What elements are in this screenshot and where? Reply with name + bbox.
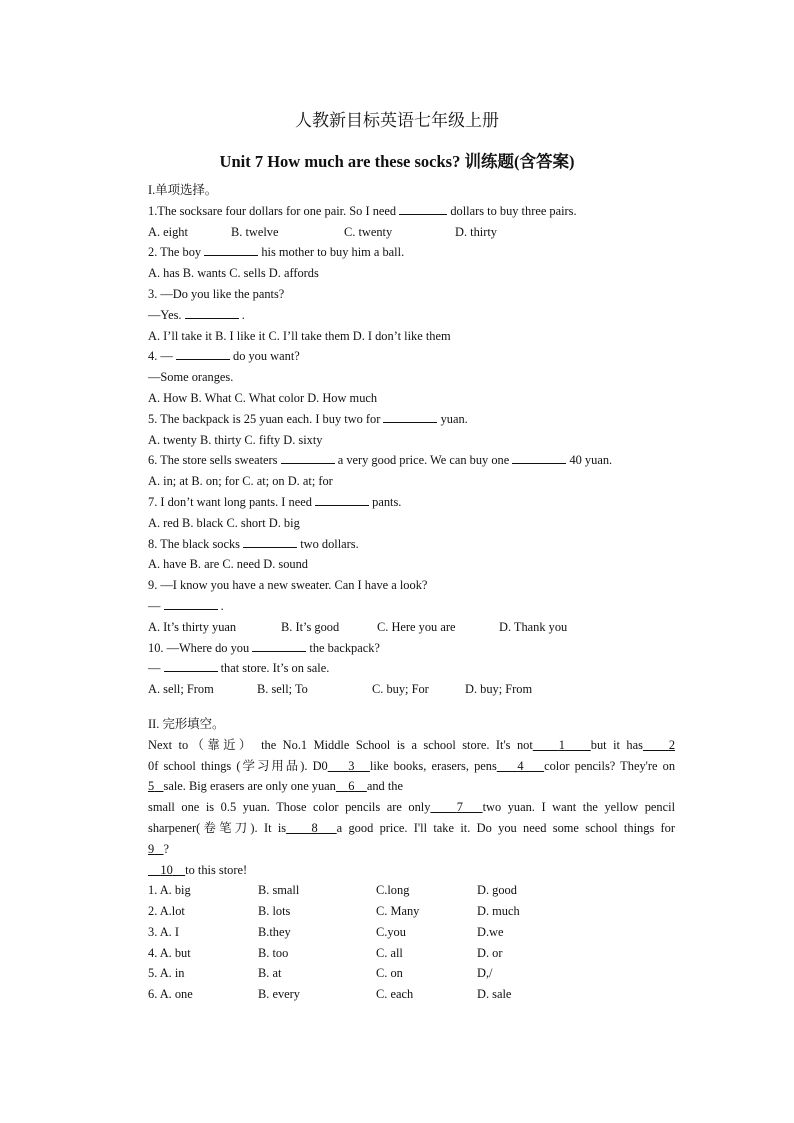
question-stem: 2. The boy his mother to buy him a ball. [148, 242, 675, 263]
question-stem: 7. I don’t want long pants. I need pants. [148, 492, 675, 513]
cloze-option: C. on [376, 966, 403, 981]
section-heading: I.单项选择。 [148, 183, 218, 197]
answer-blank [164, 596, 218, 610]
cloze-option: B.they [258, 924, 291, 939]
question-stem: 1.The socksare four dollars for one pair. So I need dollars to buy three pairs. [148, 201, 675, 222]
answer-blank [252, 638, 306, 652]
cloze-option: 2. A.lot [148, 904, 185, 919]
cloze-option: D.we [477, 924, 504, 939]
cloze-blank-6: 6 [348, 779, 355, 794]
cloze-option: D. sale [477, 987, 512, 1002]
cloze-blank-5: 5 [148, 779, 155, 794]
answer-blank [399, 201, 447, 215]
answer-blank [383, 409, 437, 423]
cloze-option: D. good [477, 883, 517, 898]
cloze-option-row [148, 984, 675, 1005]
cloze-option-row [148, 922, 675, 943]
question-stem: 4. — do you want? [148, 346, 675, 367]
question-stem: — that store. It’s on sale. [148, 658, 675, 679]
answer-blank [176, 346, 230, 360]
cloze-option: C. all [376, 945, 403, 960]
cloze-option: D. or [477, 945, 503, 960]
cloze-option: B. lots [258, 904, 291, 919]
question-options: A. in; at B. on; for C. at; on D. at; for [148, 474, 333, 489]
answer-blank [164, 658, 218, 672]
cloze-paragraph-line: 10 to this store! [148, 860, 675, 881]
question-stem: —Some oranges. [148, 370, 234, 385]
cloze-paragraph-line: 0f school things (学习用品). D0 3 like books, erasers, pens 4 color pencils? They're on [148, 758, 676, 773]
cloze-option: C.long [376, 883, 410, 898]
cloze-option: B. too [258, 945, 289, 960]
cloze-paragraph-line: Next to（靠近） the No.1 Middle School is a school store. It's not 1 but it has 2 [148, 737, 676, 752]
cloze-option: C.you [376, 924, 406, 939]
cloze-blank-8: 8 [311, 820, 318, 835]
cloze-option-row [148, 963, 675, 984]
cloze-paragraph-line: 5 sale. Big erasers are only one yuan 6 and the [148, 779, 403, 794]
cloze-option: 3. A. I [148, 924, 179, 939]
cloze-option: 1. A. big [148, 883, 191, 898]
question-options: A. eight B. twelve C. twenty D. thirty [148, 224, 497, 239]
document-subtitle: Unit 7 How much are these socks? 训练题(含答案) [219, 152, 575, 171]
answer-blank [281, 450, 335, 464]
cloze-option-row [148, 943, 675, 964]
cloze-option: D,/ [477, 966, 493, 981]
cloze-blank-10: 10 [160, 862, 173, 877]
cloze-option: C. Many [376, 904, 420, 919]
question-stem: 5. The backpack is 25 yuan each. I buy two for yuan. [148, 409, 675, 430]
question-stem: 9. —I know you have a new sweater. Can I have a look? [148, 578, 428, 593]
cloze-options [148, 880, 675, 1005]
question-stem: —Yes. . [148, 305, 675, 326]
cloze-option-row [148, 880, 675, 901]
cloze-option: 6. A. one [148, 987, 193, 1002]
cloze-paragraph-line: small one is 0.5 yuan. Those color pencils are only 7 two yuan. I want the yellow pencil [148, 800, 676, 815]
question-options: A. It’s thirty yuan B. It’s good C. Here you are D. Thank you [148, 619, 568, 634]
question-options: A. How B. What C. What color D. How much [148, 390, 378, 405]
cloze-option: 4. A. but [148, 945, 191, 960]
answer-blank [315, 492, 369, 506]
cloze-option: B. every [258, 987, 300, 1002]
cloze-option: D. much [477, 904, 520, 919]
cloze-blank-1: 1 [558, 737, 565, 752]
question-options: A. have B. are C. need D. sound [148, 557, 309, 572]
question-options: A. sell; From B. sell; To C. buy; For D. buy; From [148, 682, 533, 697]
question-options: A. twenty B. thirty C. fifty D. sixty [148, 432, 323, 447]
question-options: A. red B. black C. short D. big [148, 515, 300, 530]
cloze-blank-3: 3 [348, 758, 355, 773]
question-options: A. has B. wants C. sells D. affords [148, 266, 319, 281]
cloze-option: B. small [258, 883, 300, 898]
cloze-paragraph-line: 9 ? [148, 841, 169, 856]
question-stem: — . [148, 596, 675, 617]
answer-blank [243, 534, 297, 548]
exercise-body [148, 180, 675, 1005]
document-title: 人教新目标英语七年级上册 [295, 111, 499, 130]
cloze-option: 5. A. in [148, 966, 185, 981]
cloze-option-row [148, 901, 675, 922]
answer-blank [512, 450, 566, 464]
cloze-blank-7: 7 [456, 800, 463, 815]
cloze-option: B. at [258, 966, 282, 981]
section-heading: II. 完形填空。 [148, 716, 225, 731]
question-stem: 8. The black socks two dollars. [148, 534, 675, 555]
cloze-option: C. each [376, 987, 414, 1002]
answer-blank [185, 305, 239, 319]
question-stem: 6. The store sells sweaters a very good price. We can buy one 40 yuan. [148, 450, 675, 471]
cloze-blank-4: 4 [517, 758, 524, 773]
cloze-blank-9: 9 [148, 841, 155, 856]
question-stem: 3. —Do you like the pants? [148, 286, 285, 301]
question-options: A. I’ll take it B. I like it C. I’ll take them D. I don’t like them [148, 328, 451, 343]
cloze-paragraph-line: sharpener(卷笔刀). It is 8 a good price. I'll take it. Do you need some school things for [148, 820, 676, 835]
question-stem: 10. —Where do you the backpack? [148, 638, 675, 659]
answer-blank [204, 242, 258, 256]
cloze-blank-2: 2 [668, 737, 676, 752]
